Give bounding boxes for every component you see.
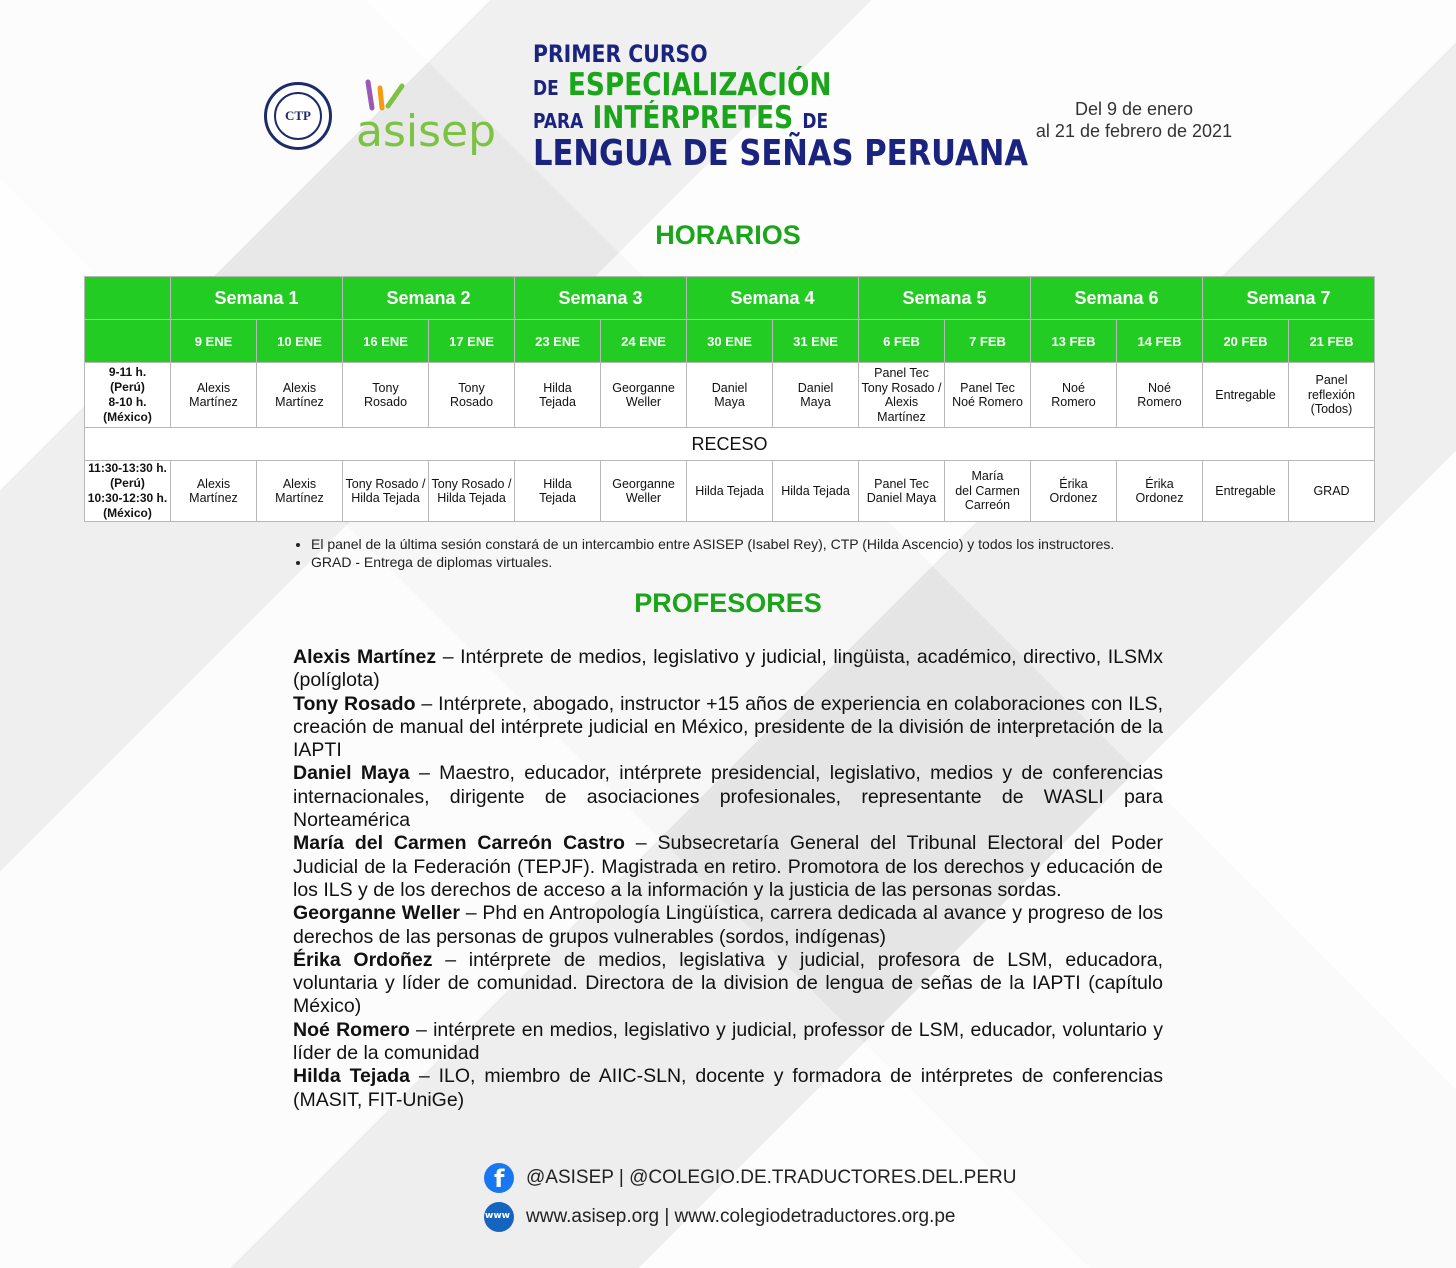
week-header: Semana 5 <box>859 277 1031 320</box>
session-cell <box>343 461 429 522</box>
session-cell-line: Panel <box>1315 373 1348 388</box>
ctp-seal-text: CTP <box>274 92 322 140</box>
professor-entry <box>293 902 1163 949</box>
session-cell <box>1289 461 1375 522</box>
title-line-3-prefix: PARA <box>533 109 584 133</box>
session-cell-line: María <box>971 469 1004 484</box>
date-header: 13 FEB <box>1031 320 1117 363</box>
title-line-2-prefix: DE <box>533 76 559 100</box>
session-cell-line: Hilda <box>543 476 572 491</box>
session-cell-line: Rosado <box>363 395 408 409</box>
session-cell <box>773 363 859 428</box>
session-cell-line: Weller <box>625 491 662 505</box>
social-handles: @ASISEP | @COLEGIO.DE.TRADUCTORES.DEL.PERU <box>526 1167 1017 1188</box>
session-cell-line: Hilda Tejada <box>781 483 850 498</box>
www-icon-label: www <box>485 1211 510 1221</box>
professor-name: Daniel Maya <box>293 762 410 785</box>
session-cell-line: Alexis <box>282 476 317 491</box>
time-slot-line: (México) <box>103 506 152 520</box>
title-line-3-suffix: DE <box>802 109 829 133</box>
session-cell-line: Alexis Martínez <box>877 395 926 424</box>
session-cell-line: Hilda Tejada <box>437 491 506 505</box>
session-cell-line: Martínez <box>189 395 238 409</box>
session-cell-line: Daniel <box>711 380 748 395</box>
asisep-logo <box>356 78 506 158</box>
schedule-row-morning <box>85 363 1375 428</box>
dates-line-1: Del 9 de enero <box>1074 99 1194 119</box>
date-header-row <box>85 320 1375 363</box>
recess-row <box>85 428 1375 461</box>
session-cell-line: Romero <box>1137 395 1182 409</box>
session-cell <box>1203 363 1289 428</box>
professor-entry <box>293 1019 1163 1066</box>
professor-description: – Maestro, educador, intérprete presidencial, legislativo, medios y de conferencias internacionales, dirigente de asociaciones profesionales, representante de WASLI para Norteamérica <box>293 762 1163 832</box>
time-slot-line: 8-10 h. <box>108 395 147 409</box>
session-cell-line: Panel Tec <box>874 366 929 380</box>
professor-description: – Subsecretaría General del Tribunal Electoral del Poder Judicial de la Federación (TEPJF). Magistrada en retiro. Promotora de los derechos y educación de los ILS y de los derechos de acceso a la información y la justicia de las personas sordas. <box>293 832 1164 901</box>
week-header: Semana 6 <box>1031 277 1203 320</box>
time-slot-line: 11:30-13:30 h. <box>88 461 167 475</box>
recess-cell: RECESO <box>85 428 1375 461</box>
session-cell-line: Hilda Tejada <box>351 491 420 505</box>
session-cell-line: Weller <box>625 395 662 409</box>
corner-cell <box>85 277 171 320</box>
time-slot-line: (Perú) <box>110 380 145 394</box>
professor-name: Alexis Martínez <box>293 646 437 668</box>
corner-cell <box>85 320 171 363</box>
session-cell-line: Tejada <box>539 491 576 505</box>
session-cell-line: Tony Rosado / <box>861 380 942 395</box>
www-icon <box>484 1202 514 1232</box>
date-header: 21 FEB <box>1289 320 1375 363</box>
session-cell-line: Noé Romero <box>952 395 1023 409</box>
date-header: 16 ENE <box>343 320 429 363</box>
web-line <box>484 1202 956 1232</box>
time-slot-cell <box>85 461 171 522</box>
professor-entry <box>293 832 1163 902</box>
session-cell-line: Georganne <box>612 380 675 395</box>
date-header: 7 FEB <box>945 320 1031 363</box>
date-header: 30 ENE <box>687 320 773 363</box>
week-header: Semana 7 <box>1203 277 1375 320</box>
time-slot-line: (México) <box>103 410 152 424</box>
title-line-2 <box>533 67 1028 103</box>
session-cell-line: Entregable <box>1215 387 1276 402</box>
session-cell <box>515 461 601 522</box>
professor-name: María del Carmen Carreón Castro <box>293 832 625 855</box>
professor-name: Tony Rosado <box>293 692 416 715</box>
session-cell <box>1203 461 1289 522</box>
profesores-heading: PROFESORES <box>634 588 822 618</box>
title-line-4: LENGUA DE SEÑAS PERUANA <box>533 133 1029 174</box>
professor-entry <box>293 949 1163 1019</box>
week-header: Semana 1 <box>171 277 343 320</box>
professor-name: Georganne Weller <box>293 902 460 925</box>
time-slot-line: 10:30-12:30 h. <box>87 491 168 505</box>
session-cell-line: Romero <box>1051 395 1096 409</box>
time-slot-line: (Perú) <box>110 476 145 490</box>
note-item: • El panel de la última sesión constará de un intercambio entre ASISEP (Isabel Rey), CTP (Hilda Ascencio) y todos los instructores. <box>311 535 1114 553</box>
date-header: 17 ENE <box>429 320 515 363</box>
session-cell <box>859 461 945 522</box>
session-cell-line: Érika <box>1059 476 1088 491</box>
date-header: 14 FEB <box>1117 320 1203 363</box>
title-line-2-main: ESPECIALIZACIÓN <box>567 67 832 103</box>
session-cell-line: Noé <box>1062 380 1085 395</box>
session-cell-line: Alexis <box>196 380 231 395</box>
professor-description: – intérprete de medios, legislativa y judicial, profesora de LSM, educadora, voluntaria y líder de comunidad. Directora de la division de lengua de señas de la IAPTI (capítulo México) <box>293 948 1163 1018</box>
session-cell-line: reflexión <box>1307 387 1356 402</box>
week-header: Semana 2 <box>343 277 515 320</box>
session-cell-line: Hilda <box>543 380 572 395</box>
professor-name: Hilda Tejada <box>293 1065 410 1088</box>
week-header-row <box>85 277 1375 320</box>
professor-entry <box>293 762 1163 832</box>
time-slot-line: 9-11 h. <box>108 365 147 379</box>
session-cell-line: Ordonez <box>1135 491 1184 505</box>
session-cell-line: Maya <box>714 395 745 409</box>
session-cell-line: Tony Rosado / <box>431 476 512 491</box>
session-cell <box>171 363 257 428</box>
websites: www.asisep.org | www.colegiodetraductores.org.pe <box>526 1206 956 1227</box>
session-cell <box>601 363 687 428</box>
time-slot-cell <box>85 363 171 428</box>
session-cell-line: Daniel <box>797 380 834 395</box>
asisep-logo-text: asisep <box>356 106 497 157</box>
session-cell <box>945 461 1031 522</box>
ctp-seal-logo <box>264 82 332 150</box>
horarios-heading: HORARIOS <box>655 220 801 250</box>
session-cell <box>859 363 945 428</box>
professor-description: – Phd en Antropología Lingüística, carrera dedicada al avance y progreso de los derechos de las personas de grupos vulnerables (sordos, indígenas) <box>293 902 1163 948</box>
session-cell-line: Tony Rosado / <box>345 476 426 491</box>
week-header: Semana 4 <box>687 277 859 320</box>
course-dates <box>1010 98 1258 142</box>
title-line-3 <box>533 100 1028 136</box>
session-cell <box>1117 461 1203 522</box>
session-cell <box>601 461 687 522</box>
title-line-3-main: INTÉRPRETES <box>592 100 794 136</box>
session-cell-line: Georganne <box>612 476 675 491</box>
date-header: 23 ENE <box>515 320 601 363</box>
date-header: 24 ENE <box>601 320 687 363</box>
schedule-table <box>84 276 1375 522</box>
professor-entry <box>293 646 1163 693</box>
facebook-icon: f <box>484 1163 514 1193</box>
session-cell <box>687 461 773 522</box>
title-line-1: PRIMER CURSO <box>533 40 708 68</box>
session-cell-line: Ordonez <box>1049 491 1098 505</box>
date-header: 31 ENE <box>773 320 859 363</box>
date-header: 20 FEB <box>1203 320 1289 363</box>
session-cell-line: Tony <box>458 380 485 395</box>
session-cell <box>257 461 343 522</box>
social-line <box>484 1163 1016 1193</box>
session-cell-line: (Todos) <box>1310 402 1353 417</box>
professor-name: Noé Romero <box>293 1018 410 1041</box>
session-cell-line: Panel Tec <box>874 476 929 491</box>
professor-description: – Intérprete de medios, legislativo y judicial, lingüista, académico, directivo, ILSMx (políglota) <box>293 646 1163 692</box>
session-cell-line: Martínez <box>275 491 324 505</box>
session-cell <box>687 363 773 428</box>
professor-description: – Intérprete, abogado, instructor +15 años de experiencia en colaboraciones con ILS, creación de manual del intérprete judicial en México, presidente de la división de interpretación de la IAPTI <box>293 692 1163 762</box>
date-header: 9 ENE <box>171 320 257 363</box>
session-cell-line: Daniel Maya <box>866 491 937 505</box>
note-item: • GRAD - Entrega de diplomas virtuales. <box>311 553 1114 571</box>
session-cell <box>1289 363 1375 428</box>
date-header: 10 ENE <box>257 320 343 363</box>
session-cell <box>171 461 257 522</box>
session-cell-line: Martínez <box>189 491 238 505</box>
session-cell-line: Alexis <box>196 476 231 491</box>
dates-line-2: al 21 de febrero de 2021 <box>1035 121 1233 141</box>
session-cell-line: Hilda Tejada <box>695 483 764 498</box>
professor-name: Érika Ordoñez <box>293 948 433 971</box>
session-cell-line: Maya <box>800 395 831 409</box>
session-cell-line: Érika <box>1145 476 1174 491</box>
session-cell <box>515 363 601 428</box>
session-cell-line: Tony <box>372 380 399 395</box>
session-cell-line: Carreón <box>964 498 1011 513</box>
professor-entry <box>293 1065 1163 1112</box>
professor-description: – ILO, miembro de AIIC-SLN, docente y formadora de intérpretes de conferencias (MASIT, FIT-UniGe) <box>293 1065 1164 1111</box>
professor-description: – intérprete en medios, legislativo y judicial, professor de LSM, educador, voluntario y líder de la comunidad <box>293 1018 1163 1065</box>
session-cell-line: Entregable <box>1215 483 1276 498</box>
session-cell <box>429 363 515 428</box>
schedule-notes <box>293 535 1114 571</box>
session-cell-line: GRAD <box>1313 483 1350 498</box>
session-cell-line: Rosado <box>449 395 494 409</box>
session-cell <box>343 363 429 428</box>
professors-list <box>293 646 1163 1112</box>
week-header: Semana 3 <box>515 277 687 320</box>
professor-entry <box>293 693 1163 763</box>
session-cell <box>1117 363 1203 428</box>
session-cell-line: Panel Tec <box>960 380 1015 395</box>
session-cell <box>257 363 343 428</box>
date-header: 6 FEB <box>859 320 945 363</box>
session-cell <box>773 461 859 522</box>
session-cell-line: del Carmen <box>955 483 1020 498</box>
session-cell <box>1031 461 1117 522</box>
session-cell-line: Martínez <box>275 395 324 409</box>
session-cell-line: Tejada <box>539 395 576 409</box>
session-cell <box>1031 363 1117 428</box>
session-cell-line: Alexis <box>282 380 317 395</box>
schedule-row-midday <box>85 461 1375 522</box>
session-cell <box>945 363 1031 428</box>
session-cell-line: Noé <box>1148 380 1171 395</box>
session-cell <box>429 461 515 522</box>
